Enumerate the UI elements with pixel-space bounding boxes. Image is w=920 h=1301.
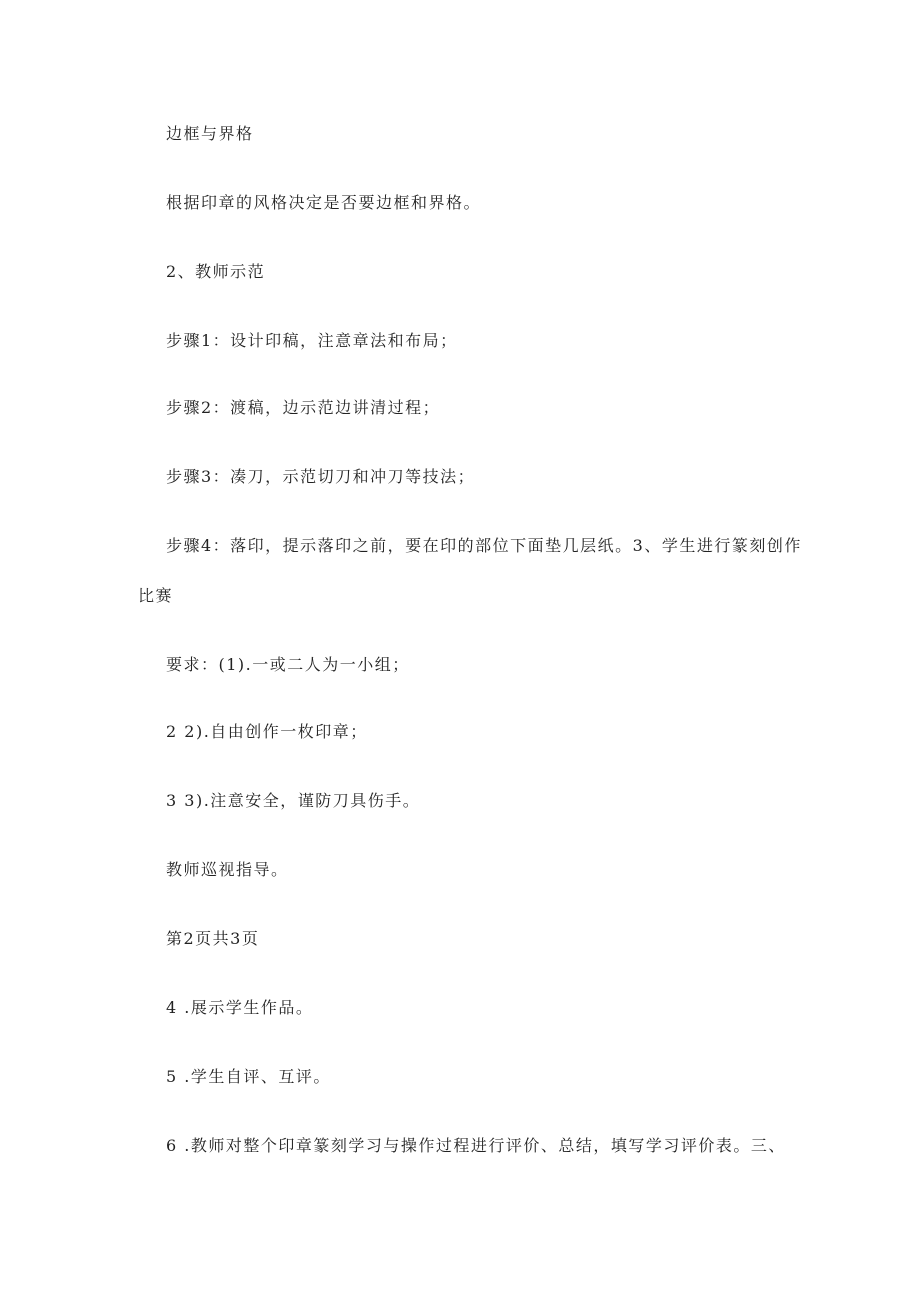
list-item-6: 6 .教师对整个印章篆刻学习与操作过程进行评价、总结，填写学习评价表。三、 <box>166 1136 786 1155</box>
requirement-1: 要求：(1).一或二人为一小组； <box>166 655 410 674</box>
step-4-continuation: 比赛 <box>138 586 174 605</box>
step-3: 步骤3：凑刀，示范切刀和冲刀等技法； <box>166 467 476 486</box>
step-1: 步骤1：设计印稿，注意章法和布局； <box>166 331 458 350</box>
step-4: 步骤4：落印，提示落印之前，要在印的部位下面垫几层纸。3、学生进行篆刻创作 <box>166 536 802 555</box>
section-teacher-demo: 2、教师示范 <box>166 262 266 281</box>
page-number: 第2页共3页 <box>166 929 260 948</box>
teacher-guidance: 教师巡视指导。 <box>166 860 289 879</box>
list-item-5: 5 .学生自评、互评。 <box>166 1067 331 1086</box>
paragraph-border-text: 根据印章的风格决定是否要边框和界格。 <box>166 193 482 212</box>
paragraph-border-heading: 边框与界格 <box>166 124 254 143</box>
requirement-2: 2 2).自由创作一枚印章； <box>166 722 368 741</box>
list-item-4: 4 .展示学生作品。 <box>166 998 314 1017</box>
requirement-3: 3 3).注意安全，谨防刀具伤手。 <box>166 791 421 810</box>
step-2: 步骤2：渡稿，边示范边讲清过程； <box>166 398 441 417</box>
